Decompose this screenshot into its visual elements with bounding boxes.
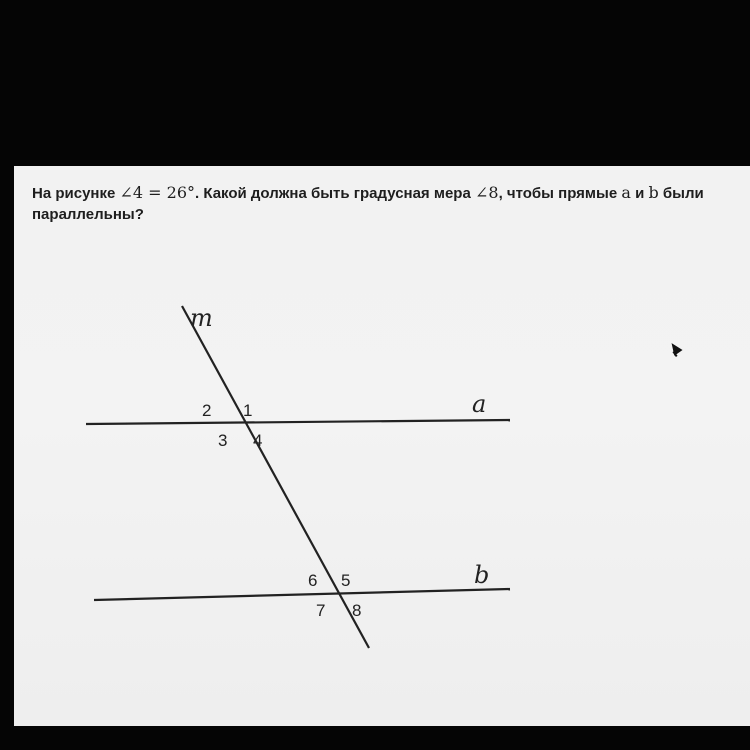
angle-label-6: 6 xyxy=(308,571,318,590)
screen-content xyxy=(14,166,750,726)
angle-label-7: 7 xyxy=(316,601,326,620)
label-b: b xyxy=(474,561,490,589)
bottom-edge xyxy=(0,726,750,750)
angle-label-2: 2 xyxy=(202,401,212,420)
angle-4-equation: ∠4 = 26° xyxy=(119,183,196,202)
line-a-symbol: a xyxy=(621,183,631,202)
question-part-1: На рисунке xyxy=(32,185,120,202)
label-m: m xyxy=(190,304,213,332)
question-part-2: . Какой должна быть градусная мера xyxy=(195,185,475,202)
question-part-5: были параллельны? xyxy=(32,185,704,223)
line-b-symbol: b xyxy=(648,183,659,202)
geometry-diagram xyxy=(14,166,750,726)
question-part-3: , чтобы прямые xyxy=(498,185,622,202)
angle-label-1: 1 xyxy=(243,401,253,420)
angle-label-4: 4 xyxy=(253,431,263,450)
label-a: a xyxy=(472,390,487,418)
line-a xyxy=(86,420,510,424)
angle-8-symbol: ∠8 xyxy=(474,183,499,202)
line-b xyxy=(94,589,510,600)
angle-label-5: 5 xyxy=(341,571,351,590)
angle-label-8: 8 xyxy=(352,601,362,620)
question-part-4: и xyxy=(630,185,649,202)
angle-label-3: 3 xyxy=(218,431,228,450)
